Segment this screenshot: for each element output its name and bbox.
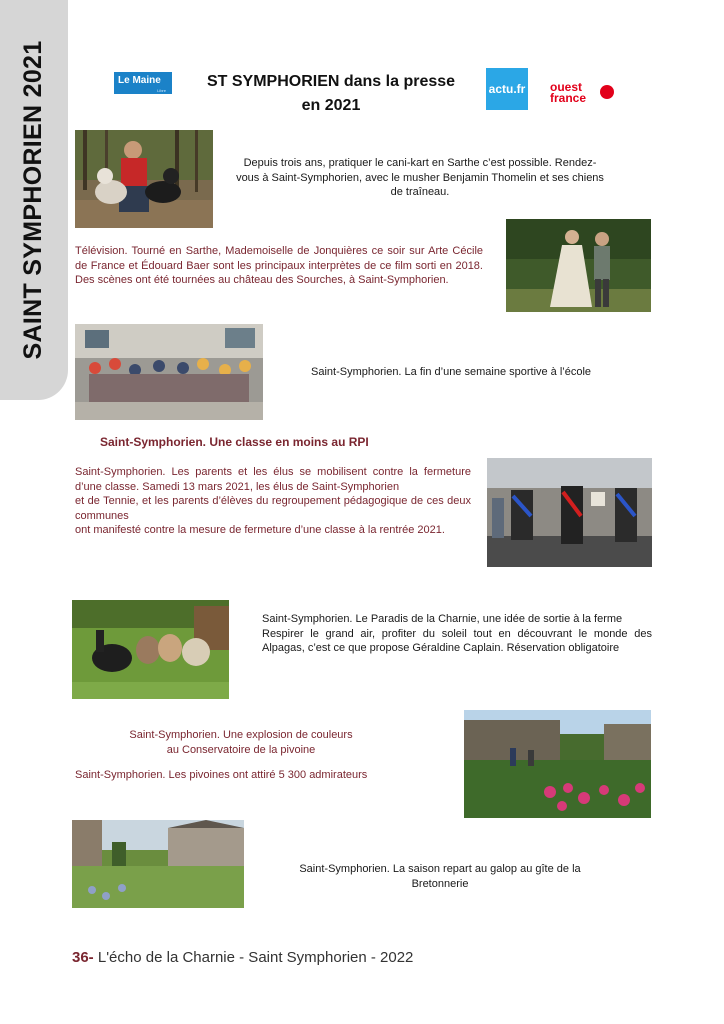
le-maine-logo-text: Le Maine xyxy=(118,75,161,86)
article-pivoine-title xyxy=(100,728,382,757)
page-footer xyxy=(72,949,413,966)
article-charnie-text xyxy=(262,612,652,656)
page-number: 36- xyxy=(72,949,94,966)
article-pivoine-title-line2: au Conservatoire de la pivoine xyxy=(166,743,316,756)
page-title-line2: en 2021 xyxy=(301,97,361,114)
photo-peony-garden xyxy=(464,710,651,818)
article-classe-text xyxy=(75,465,471,538)
page-title-line1: ST SYMPHORIEN dans la presse xyxy=(206,73,456,90)
article-tv-text: Télévision. Tourné en Sarthe, Mademoiselle de Jonquières ce soir sur Arte Cécile de France et Édouard Baer sont les principaux interprètes de ce film sorti en 2018. Des scènes ont été tournées au château des Sourches, à Saint-Symphorien. xyxy=(75,245,483,286)
ouest-france-logo-mark xyxy=(600,85,614,99)
ouest-france-logo-text: ouest france xyxy=(550,80,587,105)
photo-gite-bretonnerie xyxy=(72,820,244,908)
article-charnie-line1: Saint-Symphorien. Le Paradis de la Charnie, une idée de sortie à la ferme xyxy=(262,613,623,625)
photo-elected-protest xyxy=(487,458,652,567)
ouest-france-logo xyxy=(550,82,616,106)
article-pivoine-text: Saint-Symphorien. Les pivoines ont attiré 5 300 admirateurs xyxy=(75,769,368,781)
article-pivoine-title-line1: Saint-Symphorien. Une explosion de couleurs xyxy=(129,729,353,741)
article-sport-text: Saint-Symphorien. La fin d’une semaine sportive à l’école xyxy=(311,366,592,378)
article-classe-line1: Saint-Symphorien. Les parents et les élus se mobilisent contre la fermeture d’une classe. Samedi 13 mars 2021, les élus de Saint-Symphorien xyxy=(75,466,471,493)
article-classe-title: Saint-Symphorien. Une classe en moins au RPI xyxy=(100,435,369,449)
article-gite-text xyxy=(276,862,604,891)
actu-logo: actu.fr xyxy=(486,68,528,110)
le-maine-logo xyxy=(114,72,172,94)
page-title xyxy=(186,70,476,118)
le-maine-logo-sub: Libre xyxy=(157,88,166,93)
photo-school-children xyxy=(75,324,263,420)
article-gite-line1: Saint-Symphorien. La saison repart au galop au gîte de la xyxy=(299,863,581,875)
article-canikart-text: Depuis trois ans, pratiquer le cani-kart en Sarthe c’est possible. Rendez-vous à Saint-Symphorien, avec le musher Benjamin Thomelin et ses chiens de traîneau. xyxy=(236,157,604,198)
article-gite-line2: Bretonnerie xyxy=(411,877,469,890)
sidebar-title: SAINT SYMPHORIEN 2021 xyxy=(19,40,47,360)
photo-alpacas xyxy=(72,600,229,699)
article-classe-line3: ont manifesté contre la mesure de fermeture d’une classe à la rentrée 2021. xyxy=(75,524,445,536)
photo-musher-dogs xyxy=(75,130,213,228)
article-classe-line2: et de Tennie, et les parents d’élèves du regroupement pédagogique de ces deux communes xyxy=(75,495,471,522)
photo-film-couple xyxy=(506,219,651,312)
footer-text: L'écho de la Charnie - Saint Symphorien - 2022 xyxy=(93,949,414,966)
article-charnie-line2: Respirer le grand air, profiter du soleil tout en découvrant le monde des Alpagas, c’est ce que propose Géraldine Caplain. Réservation obligatoire xyxy=(262,627,652,654)
